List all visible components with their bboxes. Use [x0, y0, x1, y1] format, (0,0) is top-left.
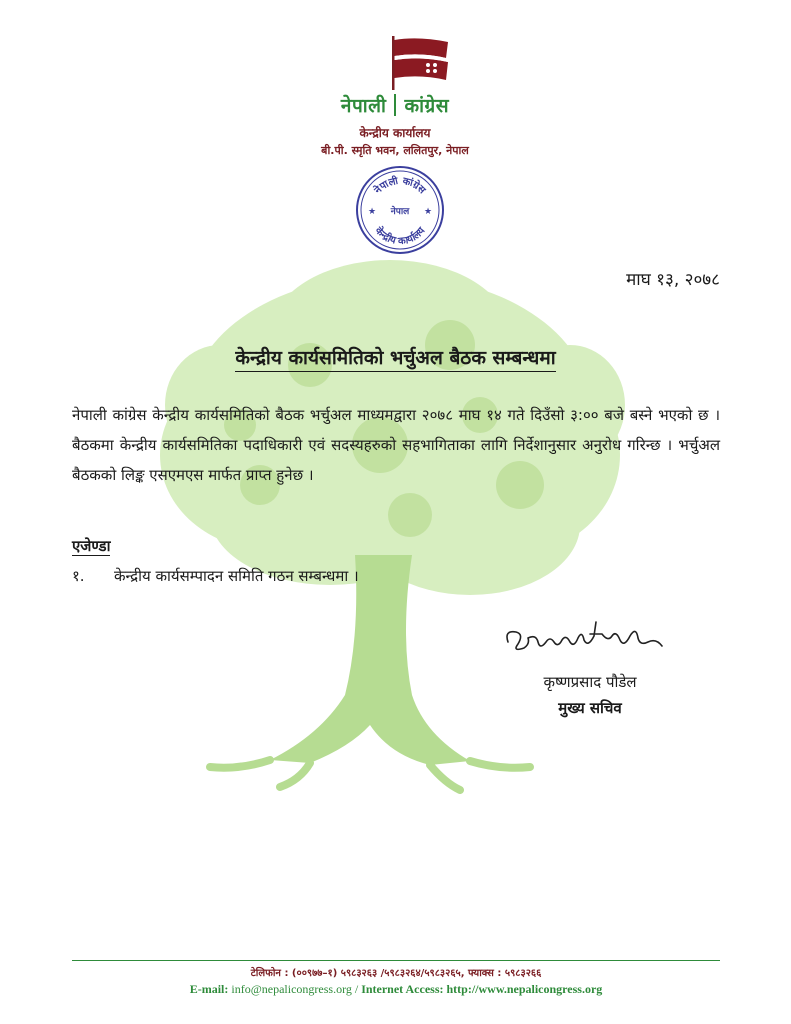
- agenda-item-number: १.: [72, 567, 85, 585]
- office-address: बी.पी. स्मृति भवन, ललितपुर, नेपाल: [321, 144, 469, 157]
- agenda-item: [72, 566, 359, 586]
- footer-divider: [72, 960, 720, 961]
- agenda-heading-text: एजेण्डा: [72, 537, 111, 555]
- footer-separator: /: [354, 982, 359, 996]
- letter-body: नेपाली कांग्रेस केन्द्रीय कार्यसमितिको बैठक भर्चुअल माध्यमद्वारा २०७८ माघ १४ गते दिउँसो ३:०० बजे बस्ने भएको छ । बैठकमा केन्द्रीय कार्यसमितिका पदाधिकारी एवं सदस्यहरुको सहभागिताका लागि निर्देशानुसार अनुरोध गरिन्छ । भर्चुअल बैठकको लिङ्क एसएमएस मार्फत प्राप्त हुनेछ ।: [72, 406, 720, 484]
- letter-subject: [170, 344, 621, 370]
- email-link[interactable]: info@nepalicongress.org: [231, 982, 352, 996]
- subject-text: केन्द्रीय कार्यसमितिको भर्चुअल बैठक सम्बन्धमा: [235, 347, 555, 372]
- org-name-part2: कांग्रेस: [404, 95, 450, 117]
- footer-contact-line: [72, 982, 720, 997]
- seal-bottom-text: केन्द्रीय कार्यालय: [372, 225, 428, 248]
- signer-name: कृष्णप्रसाद पौडेल: [543, 673, 637, 691]
- letter-date: माघ १३, २०७८: [626, 270, 720, 290]
- email-label: E-mail:: [189, 982, 229, 996]
- website-link[interactable]: http://www.nepalicongress.org: [446, 982, 603, 996]
- divider: [394, 94, 396, 116]
- seal-top-text: नेपाली कांग्रेस: [372, 175, 428, 197]
- agenda-item-text: केन्द्रीय कार्यसम्पादन समिति गठन सम्बन्धमा ।: [114, 567, 359, 585]
- agenda-heading: [72, 536, 110, 556]
- signer-title: मुख्य सचिव: [558, 699, 622, 717]
- svg-text:★: ★: [368, 207, 377, 217]
- party-flag-logo: [388, 34, 452, 90]
- svg-text:★: ★: [424, 207, 433, 217]
- seal-center-text: नेपाल: [390, 207, 410, 217]
- organization-name: [300, 92, 490, 118]
- org-name-part1: नेपाली: [340, 95, 387, 117]
- office-seal-stamp: [352, 164, 448, 256]
- handwritten-signature: [498, 612, 668, 660]
- footer-phone-line: टेलिफोन : (००९७७–१) ५९८३२६३ /५९८३२६४/५९८३२६५, फ्याक्स : ५९८३२६६: [250, 968, 542, 979]
- web-label: Internet Access:: [361, 982, 444, 996]
- office-name: केन्द्रीय कार्यालय: [359, 126, 431, 140]
